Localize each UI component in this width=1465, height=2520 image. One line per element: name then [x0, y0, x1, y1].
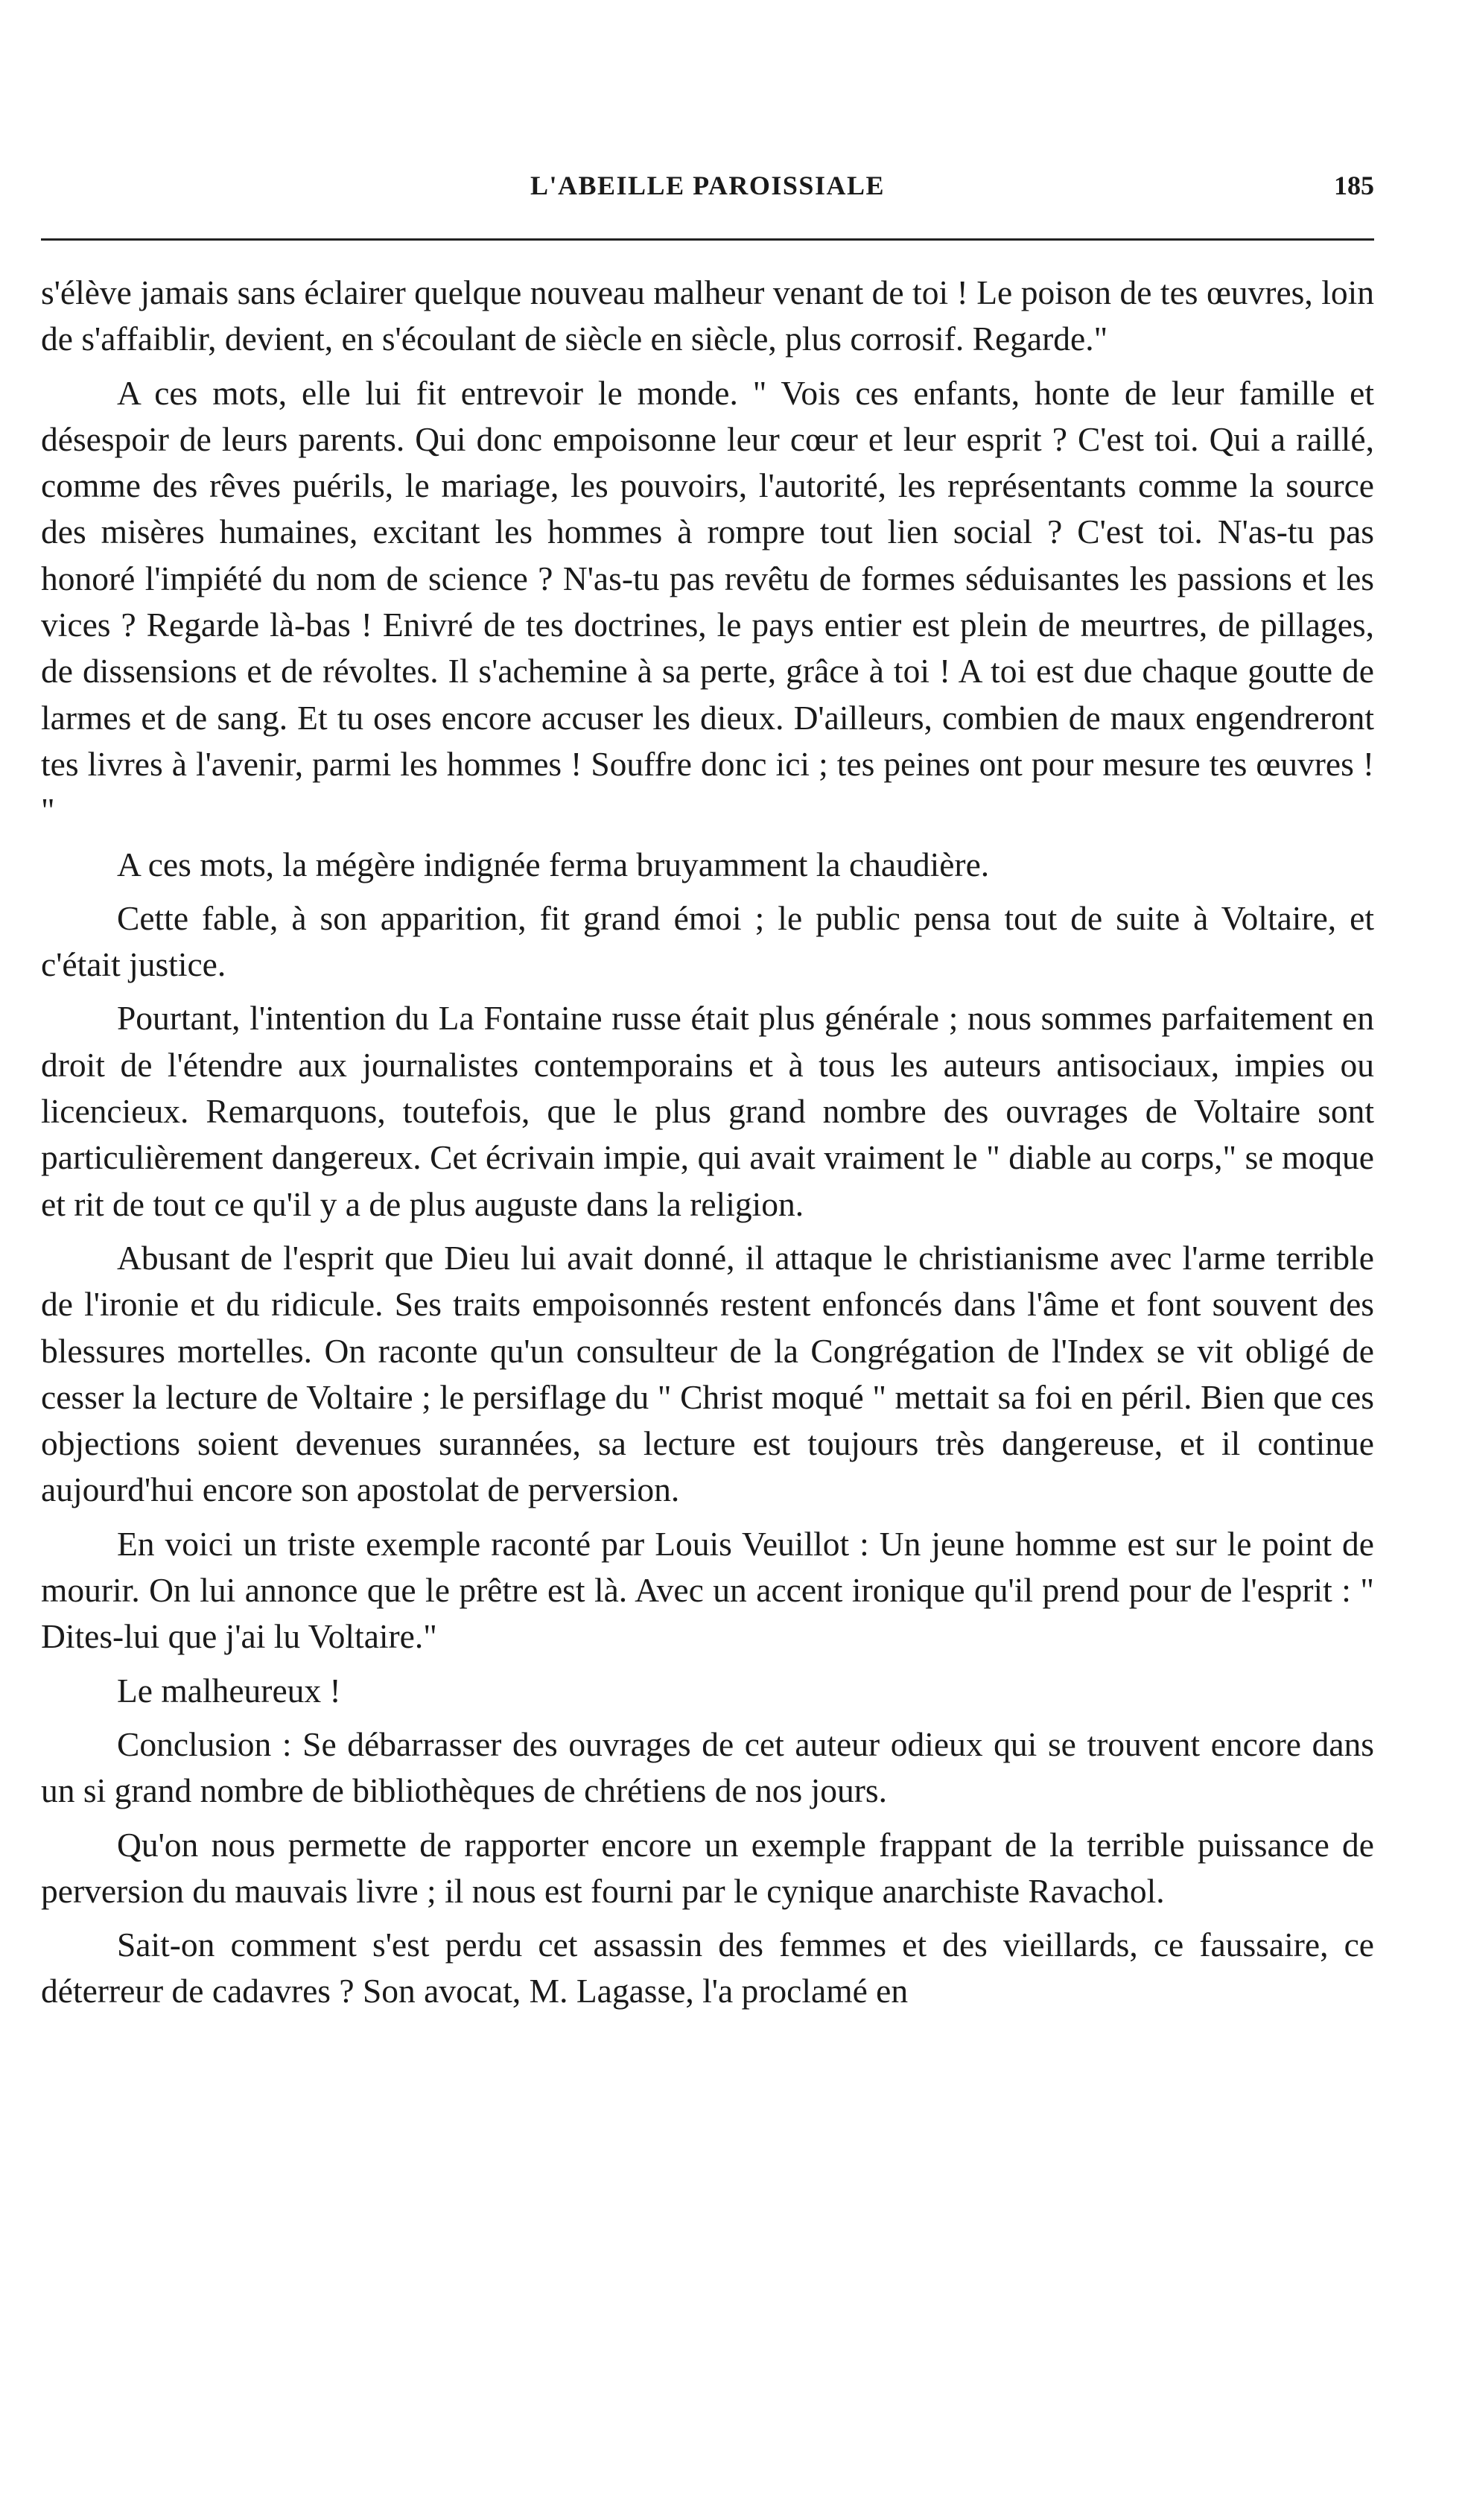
page-header [41, 170, 1374, 215]
page-number: 185 [1334, 171, 1374, 200]
paragraph: Pourtant, l'intention du La Fontaine russe était plus générale ; nous sommes parfaitement en droit de l'étendre aux journalistes contemporains et à tous les auteurs antisociaux, impies ou licencieux. Remarquons, toutefois, que le plus grand nombre des ouvrages de Voltaire sont particulièrement dangereux. Cet écrivain impie, qui avait vraiment le " diable au corps," se moque et rit de tout ce qu'il y a de plus auguste dans la religion. [41, 999, 1374, 1223]
paragraph: Qu'on nous permette de rapporter encore un exemple frappant de la terrible puissance de perversion du mauvais livre ; il nous est fourni par le cynique anarchiste Ravachol. [41, 1825, 1374, 1910]
paragraph: En voici un triste exemple raconté par Louis Veuillot : Un jeune homme est sur le point de mourir. On lui annonce que le prêtre est là. Avec un accent ironique qu'il prend pour de l'esprit : " Dites-lui que j'ai lu Voltaire." [41, 1524, 1374, 1656]
paragraph: A ces mots, la mégère indignée ferma bruyamment la chaudière. [117, 845, 990, 883]
paragraph: Conclusion : Se débarrasser des ouvrages de cet auteur odieux qui se trouvent encore dans un si grand nombre de bibliothèques de chrétiens de nos jours. [41, 1724, 1374, 1810]
paragraph: Sait-on comment s'est perdu cet assassin des femmes et des vieillards, ce faussaire, ce déterreur de cadavres ? Son avocat, M. Lagasse, l'a proclamé en [41, 1926, 1374, 2010]
paragraph: Cette fable, à son apparition, fit grand émoi ; le public pensa tout de suite à Voltaire, et c'était justice. [41, 898, 1374, 984]
body-text [41, 270, 1374, 2022]
running-title: L'ABEILLE PAROISSIALE [530, 171, 885, 200]
paragraph: Abusant de l'esprit que Dieu lui avait donné, il attaque le christianisme avec l'arme terrible de l'ironie et du ridicule. Ses traits empoisonnés restent enfoncés dans l'âme et font souvent des blessures mortelles. On raconte qu'un consulteur de la Congrégation de l'Index se vit obligé de cesser la lecture de Voltaire ; le persiflage du " Christ moqué " mettait sa foi en péril. Bien que ces objections soient devenues surannées, sa lecture est toujours très dangereuse, et il continue aujourd'hui encore son apostolat de perversion. [41, 1238, 1374, 1509]
paragraph: Le malheureux ! [117, 1671, 341, 1710]
paragraph: s'élève jamais sans éclairer quelque nouveau malheur venant de toi ! Le poison de tes œuvres, loin de s'affaiblir, devient, en s'écoulant de siècle en siècle, plus corrosif. Regarde." [41, 273, 1374, 358]
paragraph: A ces mots, elle lui fit entrevoir le monde. " Vois ces enfants, honte de leur famille et désespoir de leurs parents. Qui donc empoisonne leur cœur et leur esprit ? C'est toi. Qui a raillé, comme des rêves puérils, le mariage, les pouvoirs, l'autorité, les représentants comme la source des misères humaines, excitant les hommes à rompre tout lien social ? C'est toi. N'as-tu pas honoré l'impiété du nom de science ? N'as-tu pas revêtu de formes séduisantes les passions et les vices ? Regarde là-bas ! Enivré de tes doctrines, le pays entier est plein de meurtres, de pillages, de dissensions et de révoltes. Il s'achemine à sa perte, grâce à toi ! A toi est due chaque goutte de larmes et de sang. Et tu oses encore accuser les dieux. D'ailleurs, combien de maux engendreront tes livres à l'avenir, parmi les hommes ! Souffre donc ici ; tes peines ont pour mesure tes œuvres ! " [41, 373, 1374, 830]
header-rule [41, 238, 1374, 241]
